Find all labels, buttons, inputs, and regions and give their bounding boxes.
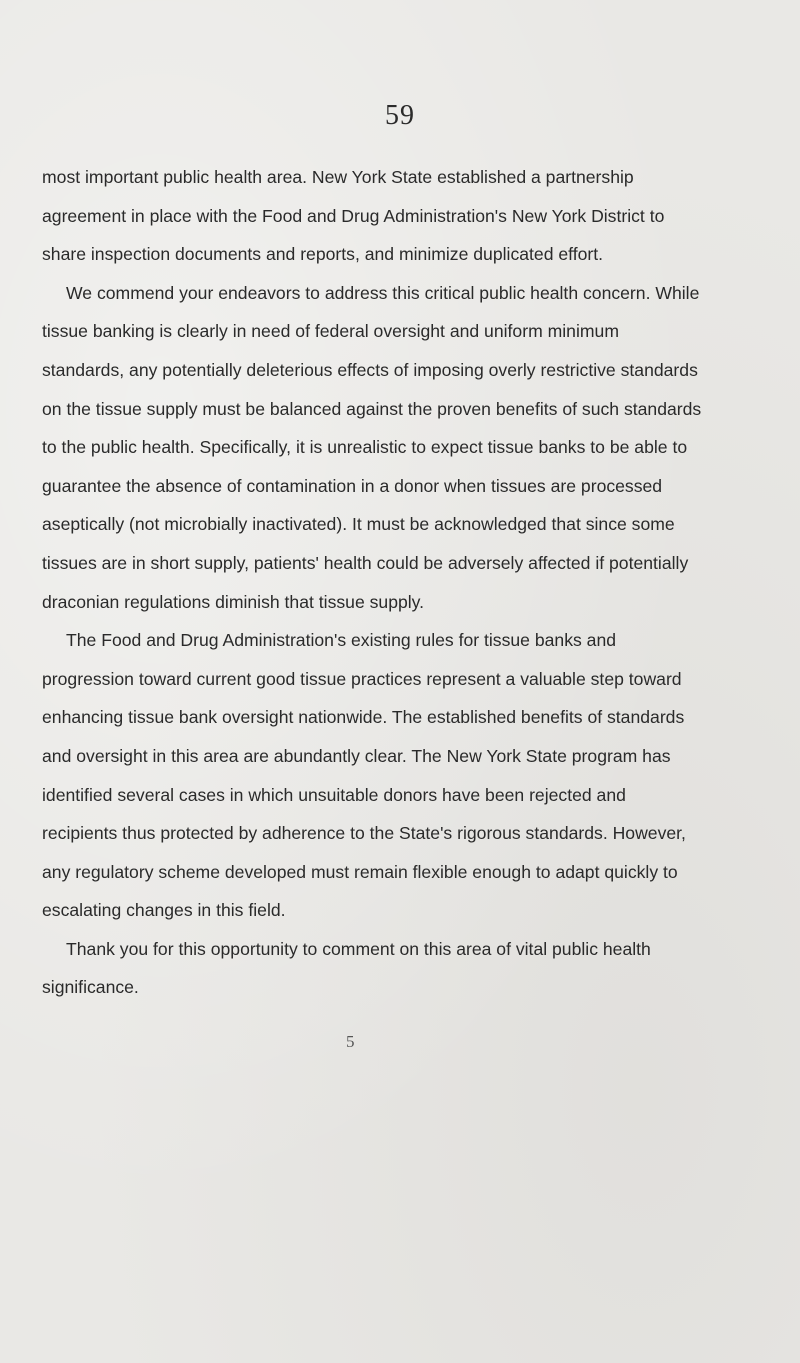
paragraph-4: Thank you for this opportunity to comment on this area of vital public health significance. [42, 938, 651, 998]
letter-body [42, 158, 702, 1007]
page-number: 59 [385, 100, 415, 131]
paragraph-2: We commend your endeavors to address this critical public health concern. While tissue banking is clearly in need of federal oversight and uniform minimum standards, any potentially deleterious effects of imposing overly restrictive standards on the tissue supply must be balanced against the proven benefits of such standards to the public health. Specifically, it is unrealistic to expect tissue banks to be able to guarantee the absence of contamination in a donor when tissues are processed aseptically (not microbially inactivated). It must be acknowledged that since some tissues are in short supply, patients' health could be adversely affected if potentially draconian regulations diminish that tissue supply. [42, 282, 702, 612]
paragraph-1: most important public health area. New York State established a partnership agreement in place with the Food and Drug Administration's New York District to share inspection documents and reports, and minimize duplicated effort. [42, 167, 665, 265]
footer-mark: 5 [346, 1032, 355, 1051]
paragraph-3: The Food and Drug Administration's existing rules for tissue banks and progression toward current good tissue practices represent a valuable step toward enhancing tissue bank oversight nationwide. The established benefits of standards and oversight in this area are abundantly clear. The New York State program has identified several cases in which unsuitable donors have been rejected and recipients thus protected by adherence to the State's rigorous standards. However, any regulatory scheme developed must remain flexible enough to adapt quickly to escalating changes in this field. [42, 630, 686, 921]
